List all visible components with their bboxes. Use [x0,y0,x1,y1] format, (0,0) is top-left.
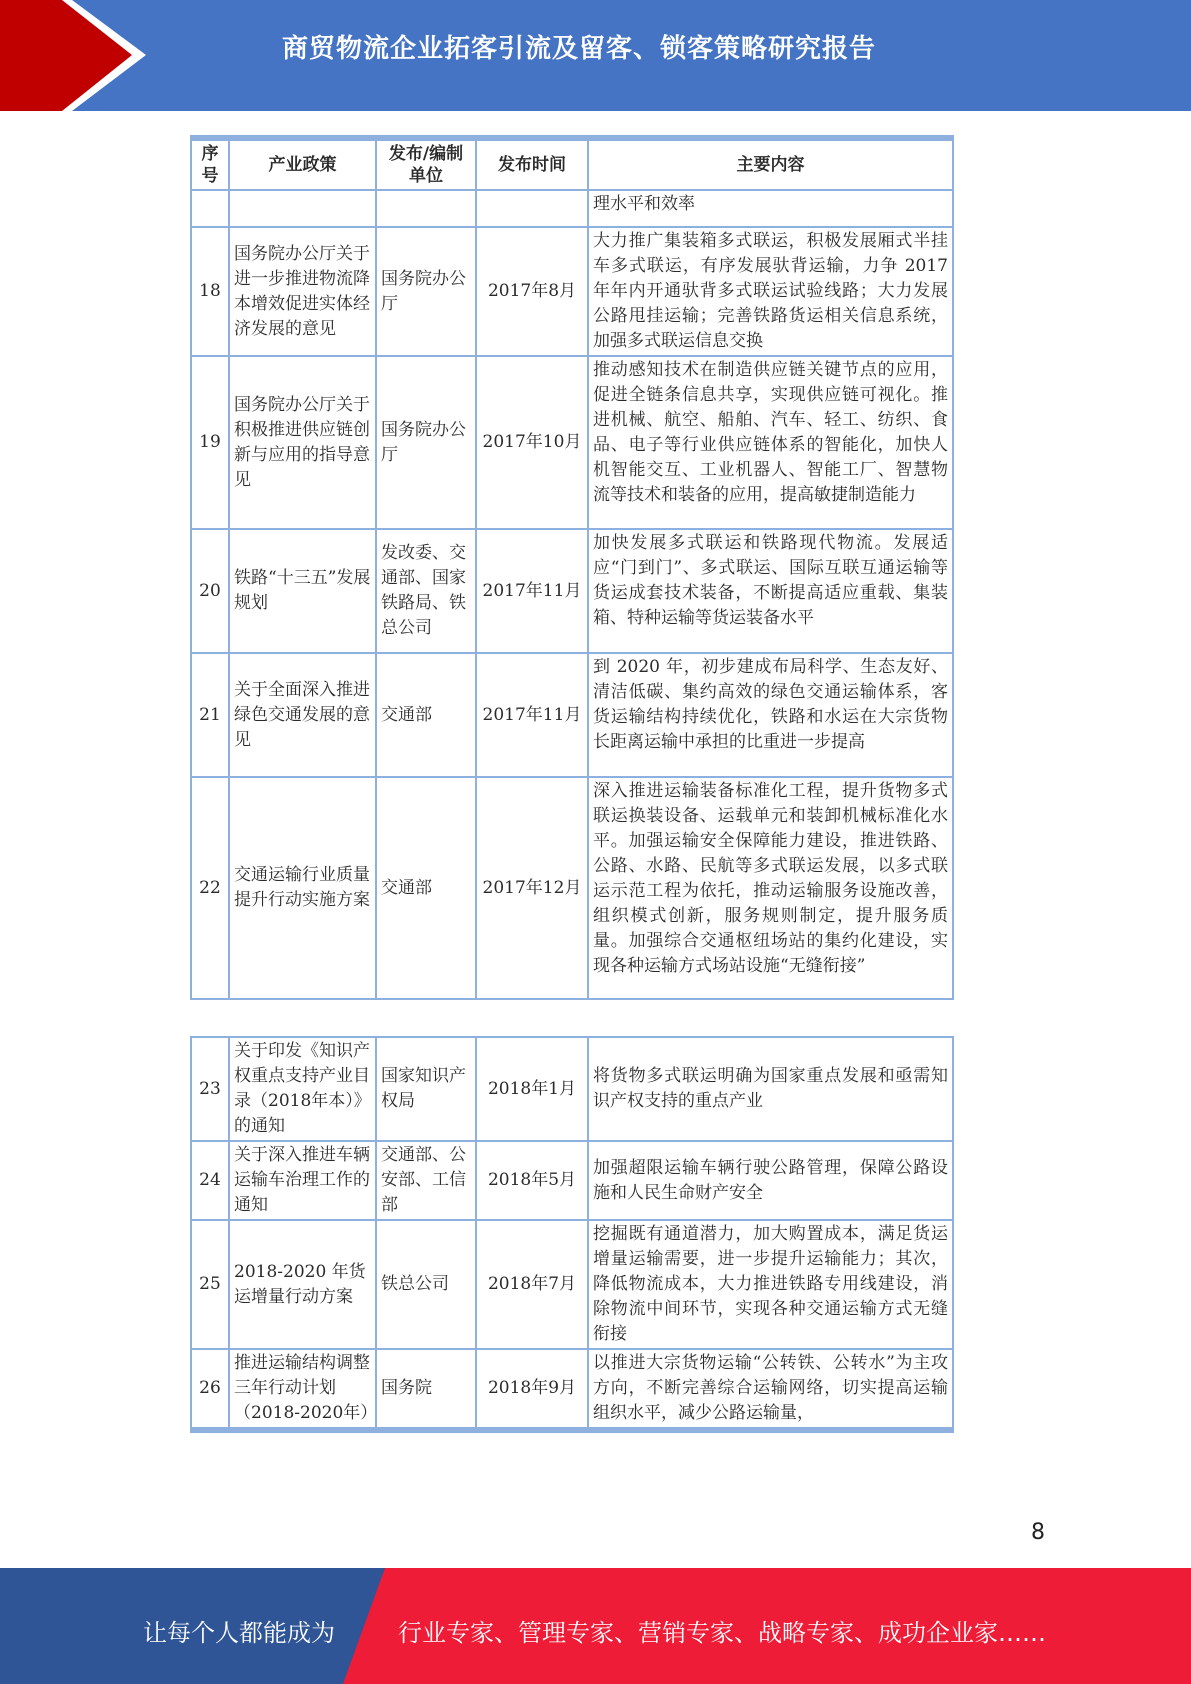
row-issuer: 交通部 [376,777,476,999]
red-arrow-decoration [0,0,150,111]
row-policy: 国务院办公厅关于积极推进供应链创新与应用的指导意见 [229,356,376,529]
table-row [191,777,953,999]
row-policy: 国务院办公厅关于进一步推进物流降本增效促进实体经济发展的意见 [229,227,376,356]
page-footer [0,1568,1191,1684]
table-row [191,190,953,227]
row-issuer: 铁总公司 [376,1220,476,1349]
row-policy: 铁路“十三五”发展规划 [229,529,376,653]
row-date: 2018年1月 [476,1037,588,1141]
policy-table-part2 [190,1036,954,1433]
row-content: 理水平和效率 [588,190,953,227]
row-issuer: 国务院 [376,1349,476,1430]
row-date: 2017年10月 [476,356,588,529]
row-date: 2018年7月 [476,1220,588,1349]
row-issuer: 国务院办公厅 [376,356,476,529]
row-policy: 交通运输行业质量提升行动实施方案 [229,777,376,999]
header-issuer: 发布/编制单位 [376,138,476,190]
row-date: 2017年8月 [476,227,588,356]
row-content: 到 2020 年，初步建成布局科学、生态友好、清洁低碳、集约高效的绿色交通运输体系，客货运输结构持续优化，铁路和水运在大宗货物长距离运输中承担的比重进一步提高 [588,653,953,777]
row-num: 23 [191,1037,229,1141]
row-num: 22 [191,777,229,999]
row-issuer: 发改委、交通部、国家铁路局、铁总公司 [376,529,476,653]
row-issuer: 交通部 [376,653,476,777]
row-date [476,190,588,227]
row-policy [229,190,376,227]
row-num: 24 [191,1141,229,1220]
row-num: 19 [191,356,229,529]
table-row [191,227,953,356]
row-issuer: 国务院办公厅 [376,227,476,356]
row-content: 挖掘既有通道潜力，加大购置成本，满足货运增量运输需要，进一步提升运输能力；其次，降低物流成本，大力推进铁路专用线建设，消除物流中间环节，实现各种交通运输方式无缝衔接 [588,1220,953,1349]
row-content: 以推进大宗货物运输“公转铁、公转水”为主攻方向，不断完善综合运输网络，切实提高运输组织水平，减少公路运输量， [588,1349,953,1430]
row-issuer: 国家知识产权局 [376,1037,476,1141]
row-content: 深入推进运输装备标准化工程，提升货物多式联运换装设备、运载单元和装卸机械标准化水平。加强运输安全保障能力建设，推进铁路、公路、水路、民航等多式联运发展，以多式联运示范工程为依托，推动运输服务设施改善，组织模式创新，服务规则制定，提升服务质量。加强综合交通枢纽场站的集约化建设，实现各种运输方式场站设施“无缝衔接” [588,777,953,999]
table-row [191,1349,953,1430]
row-num: 26 [191,1349,229,1430]
row-policy: 关于全面深入推进绿色交通发展的意见 [229,653,376,777]
row-content: 大力推广集装箱多式联运，积极发展厢式半挂车多式联运，有序发展驮背运输，力争 2017 年年内开通驮背多式联运试验线路；大力发展公路甩挂运输；完善铁路货运相关信息系统，加强多式联运信息交换 [588,227,953,356]
row-date: 2018年9月 [476,1349,588,1430]
row-policy: 关于印发《知识产权重点支持产业目录（2018年本）》的通知 [229,1037,376,1141]
row-content: 推动感知技术在制造供应链关键节点的应用，促进全链条信息共享，实现供应链可视化。推进机械、航空、船舶、汽车、轻工、纺织、食品、电子等行业供应链体系的智能化，加快人机智能交互、工业机器人、智能工厂、智慧物流等技术和装备的应用，提高敏捷制造能力 [588,356,953,529]
table-row [191,356,953,529]
row-num: 18 [191,227,229,356]
table-row [191,529,953,653]
row-policy: 推进运输结构调整三年行动计划（2018-2020年） [229,1349,376,1430]
row-content: 加强超限运输车辆行驶公路管理，保障公路设施和人民生命财产安全 [588,1141,953,1220]
header-content: 主要内容 [588,138,953,190]
footer-slogan-right: 行业专家、管理专家、营销专家、战略专家、成功企业家…… [398,1619,1046,1647]
row-date: 2017年11月 [476,529,588,653]
page-number: 8 [1031,1520,1045,1545]
table-row [191,653,953,777]
table-row [191,1141,953,1220]
row-num [191,190,229,227]
row-content: 加快发展多式联运和铁路现代物流。发展适应“门到门”、多式联运、国际互联互通运输等货运成套技术装备，不断提高适应重载、集装箱、特种运输等货运装备水平 [588,529,953,653]
header-date: 发布时间 [476,138,588,190]
row-date: 2017年11月 [476,653,588,777]
row-num: 25 [191,1220,229,1349]
row-issuer [376,190,476,227]
footer-slogan-left: 让每个人都能成为 [143,1619,335,1647]
table-header-row [191,138,953,190]
row-num: 20 [191,529,229,653]
page-header [0,0,1191,111]
header-policy: 产业政策 [229,138,376,190]
row-date: 2017年12月 [476,777,588,999]
row-issuer: 交通部、公安部、工信部 [376,1141,476,1220]
policy-table-part1 [190,135,954,1000]
row-content: 将货物多式联运明确为国家重点发展和亟需知识产权支持的重点产业 [588,1037,953,1141]
row-num: 21 [191,653,229,777]
table-row [191,1220,953,1349]
table-row [191,1037,953,1141]
header-num: 序号 [191,138,229,190]
row-policy: 2018-2020 年货运增量行动方案 [229,1220,376,1349]
row-policy: 关于深入推进车辆运输车治理工作的通知 [229,1141,376,1220]
report-title: 商贸物流企业拓客引流及留客、锁客策略研究报告 [282,34,877,64]
row-date: 2018年5月 [476,1141,588,1220]
